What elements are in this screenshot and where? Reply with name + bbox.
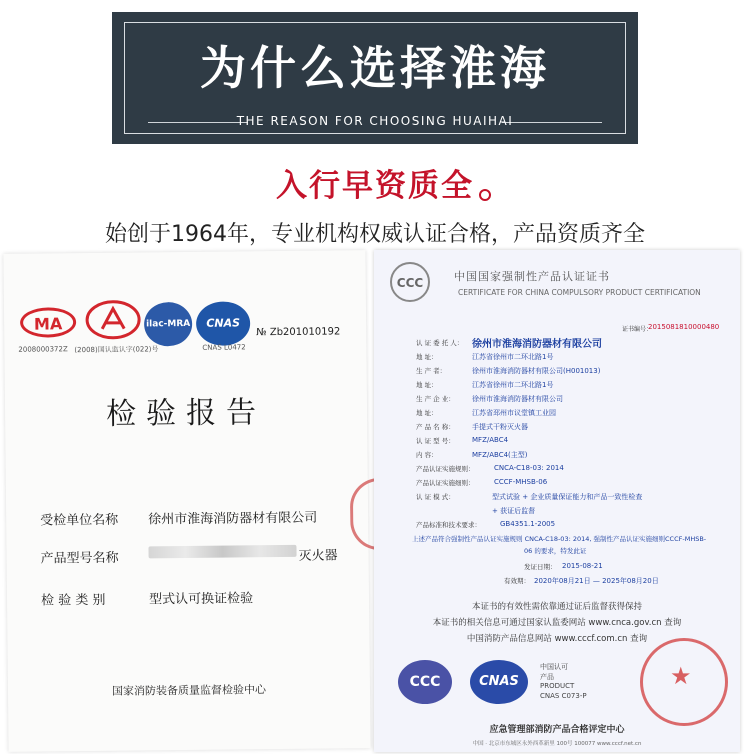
accreditation-line: 产品 bbox=[540, 673, 554, 681]
accreditation-line: PRODUCT bbox=[540, 682, 575, 690]
cma-logo-icon: MA bbox=[20, 307, 76, 338]
cert-row-value: GB4351.1-2005 bbox=[500, 520, 556, 528]
cert-title: 中国国家强制性产品认证证书 bbox=[454, 270, 610, 283]
section-description: 始创于1964年，专业机构权威认证合格，产品资质齐全 bbox=[105, 222, 645, 247]
cal-caption: (2008)国认监认字(022)号 bbox=[74, 345, 159, 355]
field-label-product: 产品型号名称 bbox=[40, 550, 119, 567]
ccc-logo-icon: CCC bbox=[390, 262, 430, 302]
cert-row-value: 江苏省徐州市二环北路1号 bbox=[472, 381, 554, 389]
cert-row-value: 手提式干粉灭火器 bbox=[472, 423, 528, 431]
report-footer: 国家消防装备质量监督检验中心 bbox=[111, 683, 267, 698]
cert-row-label: 认 证 委 托 人： bbox=[416, 339, 464, 347]
banner-subtitle: THE REASON FOR CHOOSING HUAIHAI bbox=[236, 114, 514, 128]
cnas-logo-icon: CNAS bbox=[196, 301, 250, 346]
cert-note: 本证书的有效性需依靠通过证后监督获得保持 bbox=[471, 602, 642, 612]
cert-address: 中国 · 北京市东城区永外西革新里 100号 100077 www.cccf.net.cn bbox=[472, 741, 642, 747]
ccc-mark-icon: CCC bbox=[398, 660, 452, 704]
cnas-mark-icon: CNAS bbox=[470, 660, 528, 704]
cert-row-label: 地 址： bbox=[416, 353, 438, 361]
cert-number-label: 证书编号： bbox=[622, 326, 653, 333]
cert-row-label: 认 证 模 式： bbox=[416, 493, 455, 501]
cert-row-label: 产品标准和技术要求： bbox=[416, 521, 481, 529]
cert-row-label: 产品认证实施规则： bbox=[416, 465, 475, 473]
report-title: 检验报告 bbox=[105, 395, 267, 432]
cert-row-value: 型式试验 + 企业质量保证能力和产品一致性检查 bbox=[492, 493, 643, 501]
cert-row-label: 内 容： bbox=[416, 451, 438, 459]
cert-number: 2015081810000480 bbox=[648, 323, 720, 331]
issue-date: 2015-08-21 bbox=[562, 562, 603, 570]
cert-row-label: 产 品 名 称： bbox=[416, 423, 455, 431]
field-value-type: 型式认可换证检验 bbox=[148, 591, 254, 608]
cert-row-value: 徐州市淮海消防器材有限公司 bbox=[472, 395, 563, 403]
cert-row-label: 地 址： bbox=[416, 409, 438, 417]
field-label-type: 检 验 类 别 bbox=[40, 592, 106, 609]
cert-row-label: 认 证 型 号： bbox=[416, 437, 455, 445]
field-value-product: 灭火器 bbox=[298, 548, 338, 564]
seal-star-icon: ★ bbox=[670, 662, 692, 690]
cert-row-value: CCCF-MHSB-06 bbox=[494, 478, 548, 486]
report-number: № Zb201010192 bbox=[256, 326, 341, 339]
cert-footer: 应急管理部消防产品合格评定中心 bbox=[489, 725, 625, 735]
redacted-model bbox=[148, 545, 296, 559]
cert-title-en: CERTIFICATE FOR CHINA COMPULSORY PRODUCT CERTIFICATION bbox=[458, 288, 701, 297]
issue-date-label: 发证日期： bbox=[524, 563, 557, 571]
cma-caption: 2008000372Z bbox=[18, 345, 68, 354]
validity-label: 有效期： bbox=[504, 577, 530, 585]
cert-row-label: 地 址： bbox=[416, 381, 438, 389]
decor-dot-icon bbox=[479, 189, 491, 201]
cert-note: 中国消防产品信息网站 www.cccf.com.cn 查询 bbox=[466, 634, 648, 644]
cert-row-value: MFZ/ABC4(主型) bbox=[472, 451, 528, 459]
cert-row-label: 生 产 者： bbox=[416, 367, 447, 375]
accreditation-line: CNAS C073-P bbox=[540, 692, 587, 700]
cert-row-value: MFZ/ABC4 bbox=[472, 436, 509, 444]
cert-row-value: 徐州市淮海消防器材有限公司(H001013) bbox=[472, 367, 601, 375]
cert-row-value: 江苏省邳州市议堂镇工业园 bbox=[472, 409, 556, 417]
field-value-unit: 徐州市淮海消防器材有限公司 bbox=[148, 510, 318, 528]
cert-row-value: 江苏省徐州市二环北路1号 bbox=[472, 353, 554, 361]
ccc-certificate bbox=[374, 250, 740, 752]
cert-rule-note-2: 06 的要求，特发此证 bbox=[524, 547, 587, 555]
validity: 2020年08月21日 — 2025年08月20日 bbox=[534, 577, 659, 585]
banner-title: 为什么选择淮海 bbox=[200, 41, 550, 95]
ilac-logo-icon: ilac-MRA bbox=[144, 302, 192, 347]
cert-row-value: + 获证后监督 bbox=[492, 507, 536, 515]
section-heading: 入行早资质全 bbox=[276, 168, 474, 204]
field-label-unit: 受检单位名称 bbox=[40, 512, 119, 529]
cert-note: 本证书的相关信息可通过国家认监委网站 www.cnca.gov.cn 查询 bbox=[432, 618, 682, 628]
cert-row-value: CNCA-C18-03: 2014 bbox=[494, 464, 564, 472]
cert-row-label: 生 产 企 业： bbox=[416, 395, 455, 403]
cnas-caption: CNAS L0472 bbox=[202, 343, 246, 352]
accreditation-line: 中国认可 bbox=[540, 663, 568, 671]
cert-row-label: 产品认证实施细则： bbox=[416, 479, 475, 487]
inspection-report bbox=[3, 250, 370, 752]
cert-row-value: 徐州市淮海消防器材有限公司 bbox=[472, 339, 602, 350]
cert-rule-note: 上述产品符合强制性产品认证实施规则 CNCA-C18-03: 2014, 强制性产品认证实施细则CCCF-MHSB- bbox=[412, 535, 707, 543]
cal-logo-icon bbox=[84, 298, 142, 341]
